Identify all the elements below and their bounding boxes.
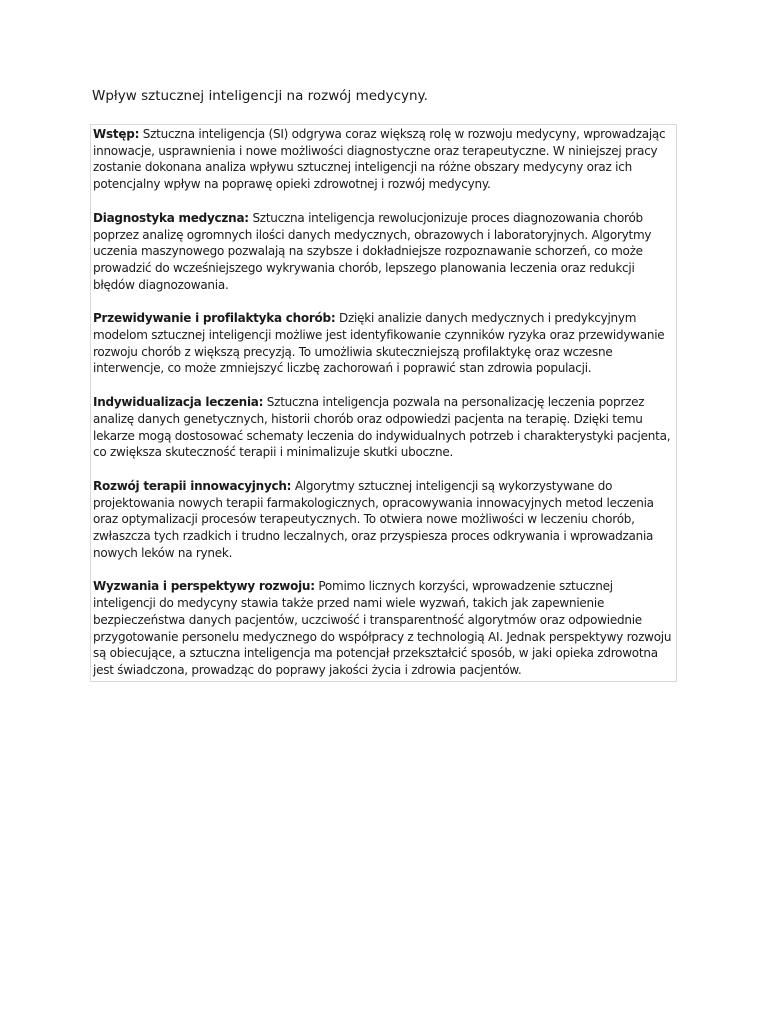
section-heading: Wyzwania i perspektywy rozwoju: (93, 579, 315, 594)
section-heading: Diagnostyka medyczna: (93, 210, 249, 225)
section-innovative-therapies (93, 478, 674, 562)
section-heading: Przewidywanie i profilaktyka chorób: (93, 311, 336, 326)
section-heading: Rozwój terapii innowacyjnych: (93, 478, 292, 493)
page-title: Wpływ sztucznej inteligencji na rozwój medycyny. (92, 88, 428, 104)
section-text: Sztuczna inteligencja (SI) odgrywa coraz większą rolę w rozwoju medycyny, wprowadzając innowacje, usprawnienia i nowe możliwości diagnostyczne oraz terapeutyczne. W niniejszej pracy zostanie dokonana analiza wpływu sztucznej inteligencji na różne obszary medycyny oraz ich potencjalny wpływ na poprawę opieki zdrowotnej i rozwój medycyny. (93, 127, 666, 192)
section-heading: Indywidualizacja leczenia: (93, 395, 264, 410)
section-intro (93, 126, 674, 193)
section-text: Sztuczna inteligencja pozwala na personalizację leczenia poprzez analizę danych genetycznych, historii chorób oraz odpowiedzi pacjenta na terapię. Dzięki temu lekarze mogą dostosować schematy leczenia do indywidualnych potrzeb i charakterystyki pacjenta, co zwiększa skuteczność terapii i minimalizuje skutki uboczne. (93, 395, 671, 460)
section-personalization (93, 394, 674, 461)
section-text: Pomimo licznych korzyści, wprowadzenie sztucznej inteligencji do medycyny stawia także przed nami wiele wyzwań, takich jak zapewnienie bezpieczeństwa danych pacjentów, uczciwość i transparentność algorytmów oraz odpowiednie przygotowanie personelu medycznego do współpracy z technologią AI. Jednak perspektywy rozwoju są obiecujące, a sztuczna inteligencja ma potencjał przekształcić sposób, w jaki opieka zdrowotna jest świadczona, prowadząc do poprawy jakości życia i zdrowia pacjentów. (93, 579, 672, 677)
section-text: Algorytmy sztucznej inteligencji są wykorzystywane do projektowania nowych terapii farmakologicznych, opracowywania innowacyjnych metod leczenia oraz optymalizacji procesów terapeutycznych. To otwiera nowe możliwości w leczeniu chorób, zwłaszcza tych rzadkich i trudno leczalnych, oraz przyspiesza proces odkrywania i wprowadzania nowych leków na rynek. (93, 478, 654, 560)
section-prevention (93, 310, 674, 377)
document-body (90, 124, 677, 682)
section-challenges (93, 578, 674, 678)
section-text: Sztuczna inteligencja rewolucjonizuje proces diagnozowania chorób poprzez analizę ogromnych ilości danych medycznych, obrazowych i laboratoryjnych. Algorytmy uczenia maszynowego pozwalają na szybsze i dokładniejsze rozpoznawanie schorzeń, co może prowadzić do wcześniejszego wykrywania chorób, lepszego planowania leczenia oraz redukcji błędów diagnozowania. (93, 210, 652, 292)
section-heading: Wstęp: (93, 127, 140, 141)
section-text: Dzięki analizie danych medycznych i predykcyjnym modelom sztucznej inteligencji możliwe jest identyfikowanie czynników ryzyka oraz przewidywanie rozwoju chorób z większą precyzją. To umożliwia skuteczniejszą profilaktykę oraz wczesne interwencje, co może zmniejszyć liczbę zachorowań i poprawić stan zdrowia populacji. (93, 311, 665, 376)
section-diagnostics (93, 210, 674, 294)
